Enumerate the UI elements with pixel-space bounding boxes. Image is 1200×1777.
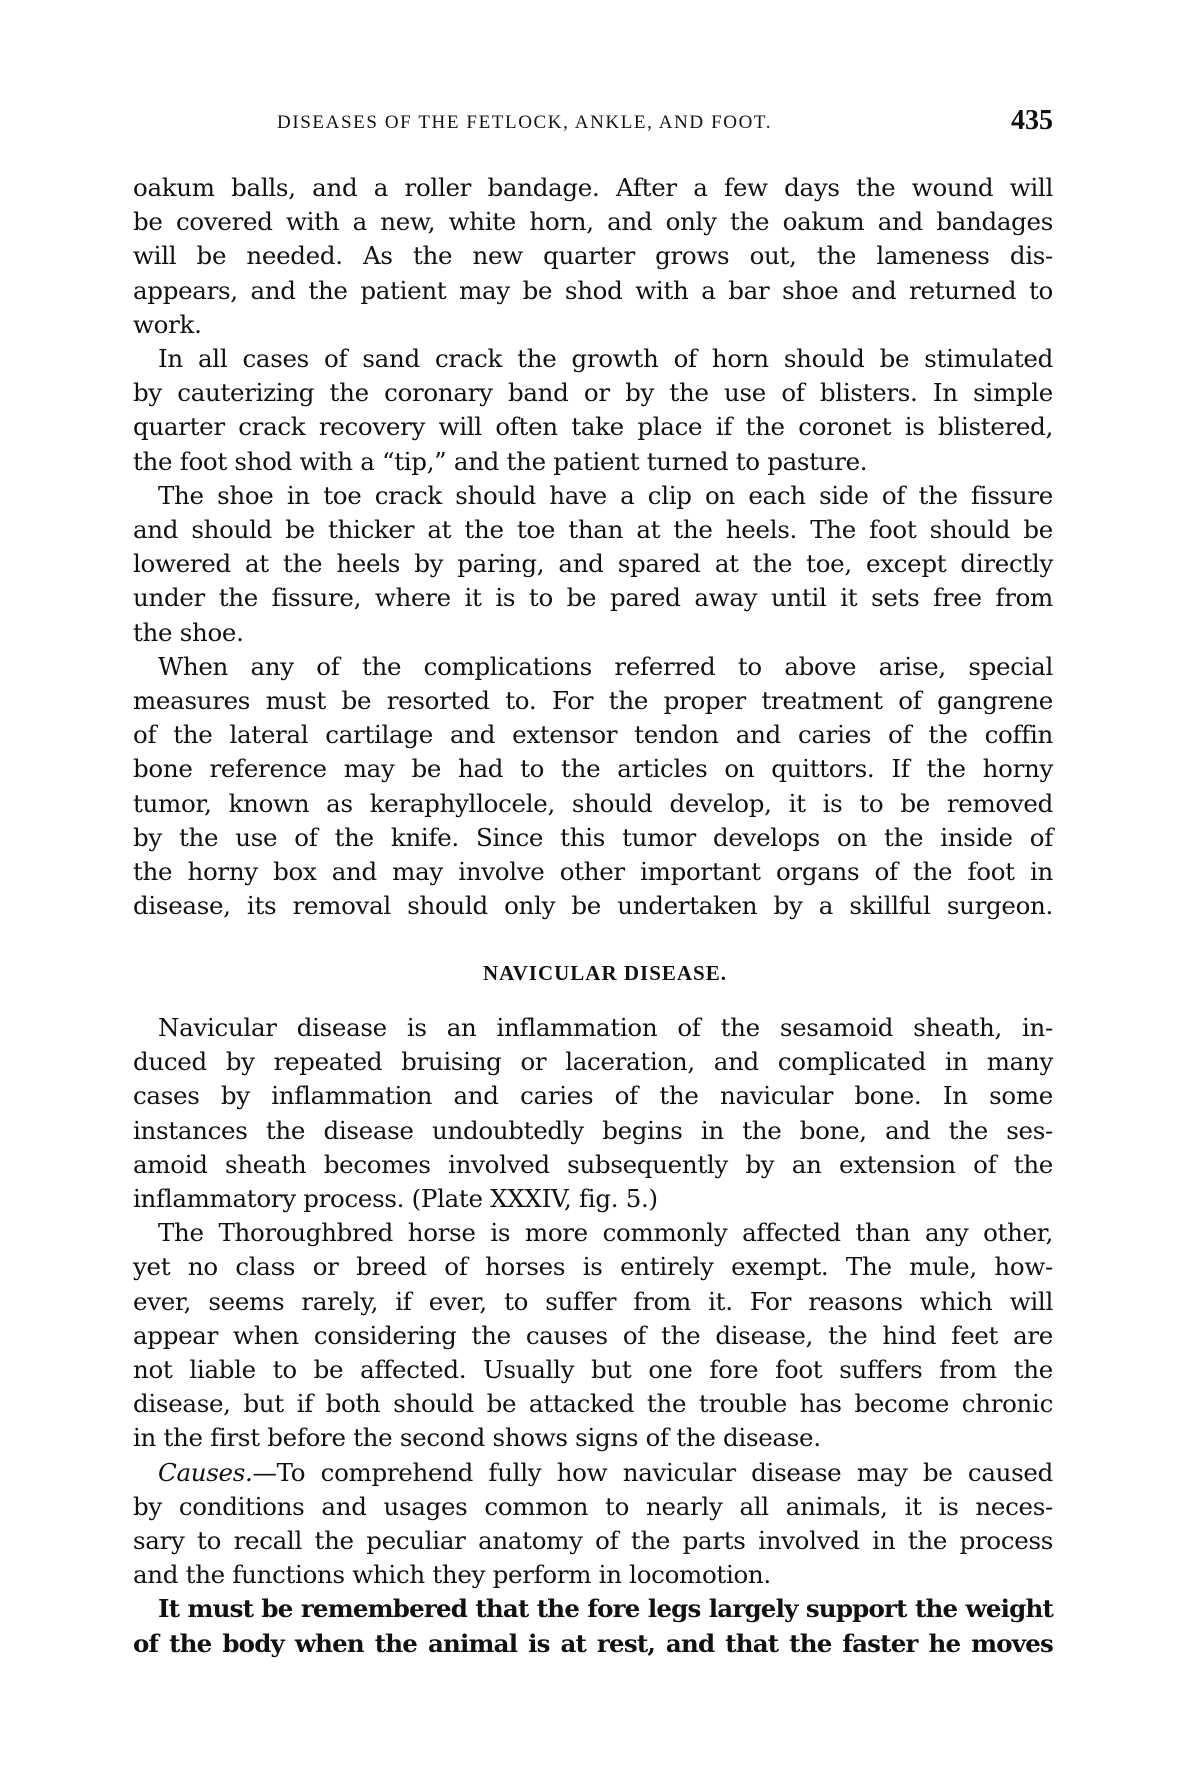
- text-line: yet no class or breed of horses is entirely exempt. The mule, how-: [133, 1252, 1053, 1281]
- text-line: the foot shod with a “tip,” and the patient turned to pasture.: [133, 447, 868, 476]
- paragraph-start-line: When any of the complications referred to above arise, special: [158, 652, 1053, 681]
- text-line: of the lateral cartilage and extensor tendon and caries of the coffin: [133, 720, 1053, 749]
- text-line: by the use of the knife. Since this tumor develops on the inside of: [133, 823, 1053, 852]
- text-line: cases by inflammation and caries of the navicular bone. In some: [133, 1081, 1053, 1110]
- text-line: and should be thicker at the toe than at the heels. The foot should be: [133, 515, 1053, 544]
- text-line: not liable to be affected. Usually but one fore foot suffers from the: [133, 1355, 1053, 1384]
- text-line: will be needed. As the new quarter grows out, the lameness dis-: [133, 241, 1053, 270]
- section-heading: NAVICULAR DISEASE.: [482, 961, 727, 985]
- text-line: by cauterizing the coronary band or by the use of blisters. In simple: [133, 378, 1053, 407]
- text-line: lowered at the heels by paring, and spared at the toe, except directly: [133, 549, 1053, 578]
- text-line: work.: [133, 310, 202, 339]
- text-line: disease, its removal should only be undertaken by a skillful surgeon.: [133, 891, 1053, 920]
- text-line: measures must be resorted to. For the proper treatment of gangrene: [133, 686, 1053, 715]
- text-line: sary to recall the peculiar anatomy of the parts involved in the process: [133, 1526, 1053, 1555]
- text-line: oakum balls, and a roller bandage. After a few days the wound will: [133, 173, 1053, 202]
- text-line: under the fissure, where it is to be pared away until it sets free from: [133, 583, 1053, 612]
- running-head: [277, 105, 1053, 138]
- text-line: quarter crack recovery will often take place if the coronet is blistered,: [133, 412, 1053, 441]
- text-line: duced by repeated bruising or laceration, and complicated in many: [133, 1047, 1053, 1076]
- text-line: and the functions which they perform in locomotion.: [133, 1560, 771, 1589]
- text-line: tumor, known as keraphyllocele, should develop, it is to be removed: [133, 789, 1053, 818]
- paragraph-start-line: The shoe in toe crack should have a clip on each side of the fissure: [158, 481, 1053, 510]
- text-line: appears, and the patient may be shod with a bar shoe and returned to: [133, 276, 1053, 305]
- text-line: ever, seems rarely, if ever, to suffer from it. For reasons which will: [133, 1287, 1053, 1316]
- text-line: the shoe.: [133, 618, 244, 647]
- paragraph-start-line: [158, 1456, 1053, 1490]
- text-line: in the first before the second shows signs of the disease.: [133, 1423, 821, 1452]
- paragraph-start-line: The Thoroughbred horse is more commonly affected than any other,: [158, 1218, 1053, 1247]
- text-line: bone reference may be had to the articles on quittors. If the horny: [133, 754, 1053, 783]
- paragraph-start-line: Navicular disease is an inflammation of the sesamoid sheath, in-: [158, 1013, 1053, 1042]
- page-number: 435: [1011, 105, 1053, 136]
- text-line: be covered with a new, white horn, and only the oakum and bandages: [133, 207, 1053, 236]
- text-line: appear when considering the causes of the disease, the hind feet are: [133, 1321, 1053, 1350]
- text-line: —To comprehend fully how navicular disease may be caused: [252, 1458, 1053, 1487]
- paragraph-start-line: In all cases of sand crack the growth of horn should be stimulated: [158, 344, 1053, 373]
- text-line: disease, but if both should be attacked the trouble has become chronic: [133, 1389, 1053, 1418]
- running-head-title: DISEASES OF THE FETLOCK, ANKLE, AND FOOT.: [277, 112, 773, 133]
- causes-label: Causes.: [158, 1458, 253, 1487]
- text-line: of the body when the animal is at rest, and that the faster he moves: [133, 1629, 1053, 1658]
- paragraph-start-line: It must be remembered that the fore legs largely support the weight: [158, 1594, 1053, 1623]
- text-line: inflammatory process. (Plate XXXIV, fig. 5.): [133, 1184, 658, 1213]
- text-line: by conditions and usages common to nearly all animals, it is neces-: [133, 1492, 1053, 1521]
- text-line: instances the disease undoubtedly begins in the bone, and the ses-: [133, 1116, 1053, 1145]
- text-line: amoid sheath becomes involved subsequently by an extension of the: [133, 1150, 1053, 1179]
- text-line: the horny box and may involve other important organs of the foot in: [133, 857, 1053, 886]
